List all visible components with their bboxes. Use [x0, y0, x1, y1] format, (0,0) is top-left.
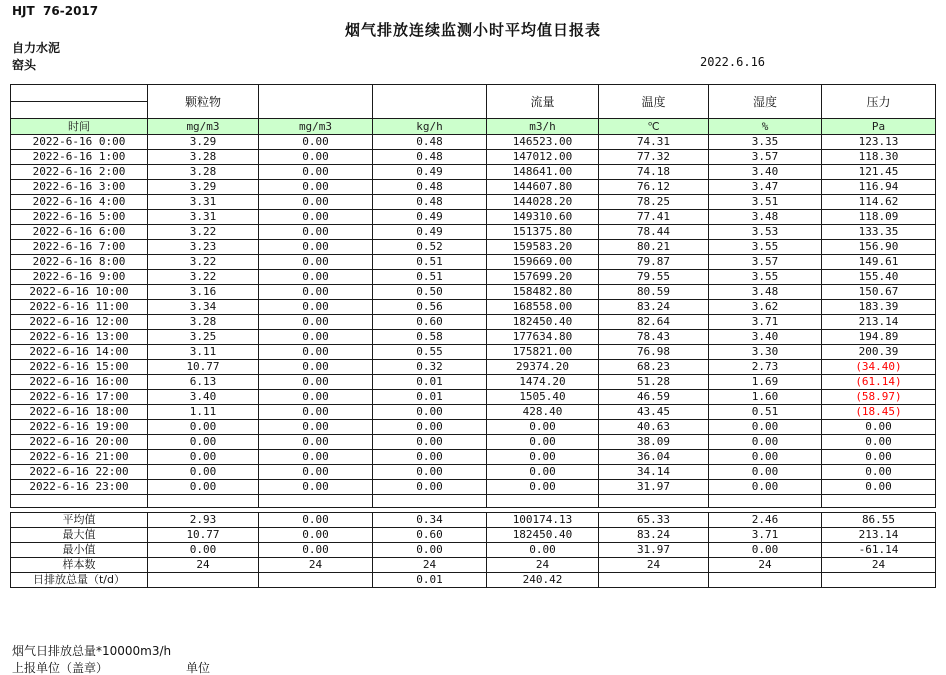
value-cell: 200.39 [822, 345, 936, 360]
value-cell: 0.00 [822, 420, 936, 435]
value-cell: 0.51 [709, 405, 822, 420]
unit-celsius: ℃ [599, 119, 709, 135]
value-cell: 0.00 [148, 435, 259, 450]
value-cell: 3.30 [709, 345, 822, 360]
summary-value-cell: 100174.13 [487, 513, 599, 528]
value-cell: 150.67 [822, 285, 936, 300]
standard-number: HJT 76-2017 [12, 4, 99, 18]
table-row [11, 180, 936, 195]
table-row [11, 480, 936, 495]
summary-value-cell: 0.00 [148, 543, 259, 558]
value-cell: 1505.40 [487, 390, 599, 405]
value-cell: 3.35 [709, 135, 822, 150]
value-cell: (18.45) [822, 405, 936, 420]
value-cell: 159583.20 [487, 240, 599, 255]
value-cell: 76.98 [599, 345, 709, 360]
table-row [11, 195, 936, 210]
value-cell: 0.55 [373, 345, 487, 360]
table-row [11, 435, 936, 450]
value-cell: 0.51 [373, 255, 487, 270]
value-cell: 3.11 [148, 345, 259, 360]
summary-value-cell: 24 [599, 558, 709, 573]
value-cell: 177634.80 [487, 330, 599, 345]
time-cell: 2022-6-16 1:00 [11, 150, 148, 165]
time-header-split-cell [11, 85, 148, 119]
value-cell: 3.29 [148, 135, 259, 150]
unit-mg-m3-1: mg/m3 [148, 119, 259, 135]
value-cell: 0.00 [487, 420, 599, 435]
value-cell: 175821.00 [487, 345, 599, 360]
table-row [11, 345, 936, 360]
value-cell: 1474.20 [487, 375, 599, 390]
unit-pa: Pa [822, 119, 936, 135]
value-cell: 156.90 [822, 240, 936, 255]
table-row [11, 360, 936, 375]
summary-value-cell: 24 [487, 558, 599, 573]
value-cell: 78.43 [599, 330, 709, 345]
value-cell: 0.00 [709, 420, 822, 435]
time-cell: 2022-6-16 8:00 [11, 255, 148, 270]
units-row [11, 119, 936, 135]
table-row [11, 315, 936, 330]
value-cell: 149.61 [822, 255, 936, 270]
table-row [11, 270, 936, 285]
summary-value-cell: 24 [709, 558, 822, 573]
value-cell: 0.00 [259, 405, 373, 420]
value-cell: 6.13 [148, 375, 259, 390]
value-cell: (58.97) [822, 390, 936, 405]
station-name: 窑头 [12, 58, 37, 72]
summary-value-cell: 0.00 [259, 513, 373, 528]
time-cell: 2022-6-16 4:00 [11, 195, 148, 210]
value-cell: 158482.80 [487, 285, 599, 300]
value-cell: 118.09 [822, 210, 936, 225]
report-title: 烟气排放连续监测小时平均值日报表 [344, 21, 601, 39]
summary-value-cell: 0.00 [709, 543, 822, 558]
summary-value-cell: 182450.40 [487, 528, 599, 543]
summary-label-cell: 最大值 [11, 528, 148, 543]
table-row [11, 420, 936, 435]
time-cell: 2022-6-16 2:00 [11, 165, 148, 180]
table-row [11, 240, 936, 255]
value-cell: 0.00 [259, 450, 373, 465]
value-cell: 34.14 [599, 465, 709, 480]
unit-label: 单位 [186, 661, 211, 675]
value-cell: 3.55 [709, 240, 822, 255]
value-cell: 3.57 [709, 255, 822, 270]
time-cell: 2022-6-16 9:00 [11, 270, 148, 285]
table-row [11, 375, 936, 390]
value-cell: 46.59 [599, 390, 709, 405]
value-cell: 0.00 [148, 450, 259, 465]
value-cell: 0.00 [373, 405, 487, 420]
summary-value-cell: 213.14 [822, 528, 936, 543]
value-cell: 0.00 [709, 480, 822, 495]
summary-value-cell: 10.77 [148, 528, 259, 543]
value-cell: 78.44 [599, 225, 709, 240]
value-cell: 148641.00 [487, 165, 599, 180]
time-cell: 2022-6-16 22:00 [11, 465, 148, 480]
time-cell: 2022-6-16 21:00 [11, 450, 148, 465]
value-cell: 0.00 [822, 480, 936, 495]
value-cell: 0.52 [373, 240, 487, 255]
table-row [11, 210, 936, 225]
daily-total-note: 烟气日排放总量*10000m3/h [12, 644, 172, 658]
report-table [10, 84, 936, 588]
value-cell: 116.94 [822, 180, 936, 195]
summary-value-cell: 240.42 [487, 573, 599, 588]
unit-m3-h: m3/h [487, 119, 599, 135]
summary-row [11, 528, 936, 543]
value-cell: 0.00 [822, 450, 936, 465]
value-cell: 0.00 [259, 480, 373, 495]
value-cell: 3.34 [148, 300, 259, 315]
value-cell: 118.30 [822, 150, 936, 165]
value-cell: 0.00 [259, 435, 373, 450]
value-cell: 144028.20 [487, 195, 599, 210]
col-header-blank-1 [259, 85, 373, 119]
split-cell [11, 85, 147, 118]
value-cell: 146523.00 [487, 135, 599, 150]
table-row [11, 465, 936, 480]
value-cell: 3.62 [709, 300, 822, 315]
summary-value-cell: 0.00 [259, 543, 373, 558]
value-cell: 3.47 [709, 180, 822, 195]
value-cell: 1.11 [148, 405, 259, 420]
value-cell: 0.00 [373, 450, 487, 465]
summary-value-cell [599, 573, 709, 588]
value-cell: 78.25 [599, 195, 709, 210]
summary-value-cell: 0.00 [259, 528, 373, 543]
value-cell: 0.50 [373, 285, 487, 300]
time-cell: 2022-6-16 17:00 [11, 390, 148, 405]
value-cell: 3.71 [709, 315, 822, 330]
table-row [11, 135, 936, 150]
value-cell: 0.00 [487, 450, 599, 465]
value-cell: 0.00 [373, 480, 487, 495]
summary-value-cell: 86.55 [822, 513, 936, 528]
value-cell: 0.00 [373, 420, 487, 435]
value-cell: 76.12 [599, 180, 709, 195]
time-cell: 2022-6-16 11:00 [11, 300, 148, 315]
value-cell: 0.00 [259, 300, 373, 315]
value-cell: 0.00 [373, 465, 487, 480]
table-row [11, 450, 936, 465]
value-cell: 0.58 [373, 330, 487, 345]
summary-value-cell: 24 [373, 558, 487, 573]
value-cell: 0.00 [259, 330, 373, 345]
value-cell: 43.45 [599, 405, 709, 420]
value-cell: 0.01 [373, 390, 487, 405]
value-cell: 0.48 [373, 135, 487, 150]
value-cell: 213.14 [822, 315, 936, 330]
value-cell: 3.31 [148, 210, 259, 225]
value-cell: 0.00 [259, 375, 373, 390]
summary-row [11, 558, 936, 573]
split-top [11, 85, 147, 102]
value-cell: 80.21 [599, 240, 709, 255]
table-row [11, 285, 936, 300]
value-cell: 68.23 [599, 360, 709, 375]
value-cell: 3.25 [148, 330, 259, 345]
value-cell: 3.28 [148, 165, 259, 180]
value-cell: 74.31 [599, 135, 709, 150]
table-row [11, 330, 936, 345]
value-cell: 3.53 [709, 225, 822, 240]
value-cell: 0.00 [259, 180, 373, 195]
value-cell: 428.40 [487, 405, 599, 420]
time-column-label: 时间 [11, 119, 148, 135]
value-cell: 0.56 [373, 300, 487, 315]
value-cell: 79.55 [599, 270, 709, 285]
value-cell: 0.00 [822, 435, 936, 450]
value-cell: 0.00 [822, 465, 936, 480]
summary-value-cell: 24 [148, 558, 259, 573]
value-cell: 0.00 [259, 150, 373, 165]
value-cell: 123.13 [822, 135, 936, 150]
time-cell: 2022-6-16 10:00 [11, 285, 148, 300]
table-row [11, 165, 936, 180]
value-cell: 77.32 [599, 150, 709, 165]
value-cell: 3.28 [148, 150, 259, 165]
value-cell: 3.16 [148, 285, 259, 300]
summary-row [11, 513, 936, 528]
value-cell: 1.69 [709, 375, 822, 390]
value-cell: 0.00 [709, 465, 822, 480]
value-cell: 0.00 [259, 240, 373, 255]
col-header-pressure: 压力 [822, 85, 936, 119]
table-row [11, 225, 936, 240]
value-cell: 168558.00 [487, 300, 599, 315]
value-cell: 0.48 [373, 180, 487, 195]
value-cell: 114.62 [822, 195, 936, 210]
value-cell: 3.22 [148, 270, 259, 285]
time-cell: 2022-6-16 18:00 [11, 405, 148, 420]
time-cell: 2022-6-16 3:00 [11, 180, 148, 195]
summary-value-cell: -61.14 [822, 543, 936, 558]
value-cell: 0.00 [709, 435, 822, 450]
time-cell: 2022-6-16 5:00 [11, 210, 148, 225]
value-cell: 0.00 [259, 165, 373, 180]
value-cell: 1.60 [709, 390, 822, 405]
value-cell: 0.00 [148, 480, 259, 495]
value-cell: 0.51 [373, 270, 487, 285]
time-cell: 2022-6-16 13:00 [11, 330, 148, 345]
summary-value-cell: 3.71 [709, 528, 822, 543]
value-cell: 0.00 [259, 285, 373, 300]
col-header-temperature: 温度 [599, 85, 709, 119]
value-cell: 0.00 [259, 360, 373, 375]
value-cell: 0.49 [373, 210, 487, 225]
split-bottom [11, 102, 147, 118]
table-row [11, 150, 936, 165]
value-cell: 3.40 [148, 390, 259, 405]
value-cell: 29374.20 [487, 360, 599, 375]
value-cell: 121.45 [822, 165, 936, 180]
summary-value-cell [822, 573, 936, 588]
summary-value-cell [148, 573, 259, 588]
value-cell: 3.57 [709, 150, 822, 165]
value-cell: 0.00 [259, 225, 373, 240]
value-cell: 3.28 [148, 315, 259, 330]
value-cell: 3.31 [148, 195, 259, 210]
summary-rows [11, 513, 936, 588]
value-cell: 10.77 [148, 360, 259, 375]
summary-value-cell: 24 [259, 558, 373, 573]
value-cell: 0.00 [259, 465, 373, 480]
value-cell: 0.00 [373, 435, 487, 450]
value-cell: 3.29 [148, 180, 259, 195]
company-name: 自力水泥 [12, 41, 61, 55]
value-cell: 74.18 [599, 165, 709, 180]
value-cell: 0.00 [487, 480, 599, 495]
summary-value-cell: 83.24 [599, 528, 709, 543]
unit-percent: % [709, 119, 822, 135]
time-cell: 2022-6-16 19:00 [11, 420, 148, 435]
table-row [11, 255, 936, 270]
value-cell: 38.09 [599, 435, 709, 450]
value-cell: 0.49 [373, 165, 487, 180]
summary-value-cell: 2.46 [709, 513, 822, 528]
summary-label-cell: 样本数 [11, 558, 148, 573]
value-cell: 3.22 [148, 225, 259, 240]
value-cell: (61.14) [822, 375, 936, 390]
value-cell: 157699.20 [487, 270, 599, 285]
value-cell: 31.97 [599, 480, 709, 495]
group-header-row [11, 85, 936, 119]
value-cell: 82.64 [599, 315, 709, 330]
value-cell: 0.00 [259, 135, 373, 150]
summary-label-cell: 日排放总量（t/d） [11, 573, 148, 588]
summary-value-cell: 2.93 [148, 513, 259, 528]
value-cell: (34.40) [822, 360, 936, 375]
value-cell: 183.39 [822, 300, 936, 315]
summary-label-cell: 平均值 [11, 513, 148, 528]
table-row [11, 405, 936, 420]
table-row [11, 390, 936, 405]
value-cell: 0.00 [487, 435, 599, 450]
value-cell: 0.00 [259, 195, 373, 210]
report-table-wrapper [10, 84, 937, 588]
value-cell: 144607.80 [487, 180, 599, 195]
value-cell: 0.49 [373, 225, 487, 240]
value-cell: 77.41 [599, 210, 709, 225]
value-cell: 147012.00 [487, 150, 599, 165]
value-cell: 3.23 [148, 240, 259, 255]
time-cell: 2022-6-16 7:00 [11, 240, 148, 255]
value-cell: 155.40 [822, 270, 936, 285]
value-cell: 149310.60 [487, 210, 599, 225]
summary-value-cell: 0.00 [373, 543, 487, 558]
value-cell: 3.51 [709, 195, 822, 210]
summary-value-cell: 65.33 [599, 513, 709, 528]
value-cell: 79.87 [599, 255, 709, 270]
blank-row [11, 495, 936, 508]
summary-row [11, 573, 936, 588]
value-cell: 3.55 [709, 270, 822, 285]
value-cell: 0.60 [373, 315, 487, 330]
value-cell: 182450.40 [487, 315, 599, 330]
value-cell: 0.00 [259, 270, 373, 285]
time-cell: 2022-6-16 6:00 [11, 225, 148, 240]
value-cell: 0.00 [259, 315, 373, 330]
value-cell: 3.40 [709, 330, 822, 345]
summary-value-cell: 0.34 [373, 513, 487, 528]
time-cell: 2022-6-16 12:00 [11, 315, 148, 330]
time-cell: 2022-6-16 15:00 [11, 360, 148, 375]
col-header-blank-2 [373, 85, 487, 119]
value-cell: 0.00 [259, 390, 373, 405]
time-cell: 2022-6-16 23:00 [11, 480, 148, 495]
reporting-unit-label: 上报单位（盖章） [12, 661, 109, 675]
value-cell: 0.00 [259, 255, 373, 270]
value-cell: 0.00 [487, 465, 599, 480]
value-cell: 0.00 [148, 465, 259, 480]
value-cell: 133.35 [822, 225, 936, 240]
value-cell: 83.24 [599, 300, 709, 315]
unit-mg-m3-2: mg/m3 [259, 119, 373, 135]
value-cell: 0.01 [373, 375, 487, 390]
summary-value-cell: 0.01 [373, 573, 487, 588]
value-cell: 0.00 [148, 420, 259, 435]
time-cell: 2022-6-16 0:00 [11, 135, 148, 150]
value-cell: 51.28 [599, 375, 709, 390]
summary-value-cell: 0.60 [373, 528, 487, 543]
summary-value-cell [259, 573, 373, 588]
value-cell: 194.89 [822, 330, 936, 345]
value-cell: 0.00 [259, 210, 373, 225]
table-row [11, 300, 936, 315]
value-cell: 0.32 [373, 360, 487, 375]
summary-value-cell: 31.97 [599, 543, 709, 558]
value-cell: 80.59 [599, 285, 709, 300]
summary-value-cell: 24 [822, 558, 936, 573]
col-header-particulate: 颗粒物 [148, 85, 259, 119]
value-cell: 0.00 [709, 450, 822, 465]
summary-value-cell [709, 573, 822, 588]
value-cell: 159669.00 [487, 255, 599, 270]
value-cell: 3.40 [709, 165, 822, 180]
summary-label-cell: 最小值 [11, 543, 148, 558]
value-cell: 40.63 [599, 420, 709, 435]
summary-value-cell: 0.00 [487, 543, 599, 558]
time-cell: 2022-6-16 14:00 [11, 345, 148, 360]
value-cell: 2.73 [709, 360, 822, 375]
value-cell: 0.48 [373, 150, 487, 165]
col-header-humidity: 湿度 [709, 85, 822, 119]
col-header-flow: 流量 [487, 85, 599, 119]
time-cell: 2022-6-16 16:00 [11, 375, 148, 390]
report-date: 2022.6.16 [700, 55, 766, 69]
value-cell: 3.22 [148, 255, 259, 270]
unit-kg-h: kg/h [373, 119, 487, 135]
value-cell: 0.48 [373, 195, 487, 210]
value-cell: 0.00 [259, 420, 373, 435]
data-rows [11, 135, 936, 495]
value-cell: 0.00 [259, 345, 373, 360]
value-cell: 3.48 [709, 210, 822, 225]
summary-row [11, 543, 936, 558]
time-cell: 2022-6-16 20:00 [11, 435, 148, 450]
value-cell: 3.48 [709, 285, 822, 300]
value-cell: 36.04 [599, 450, 709, 465]
value-cell: 151375.80 [487, 225, 599, 240]
